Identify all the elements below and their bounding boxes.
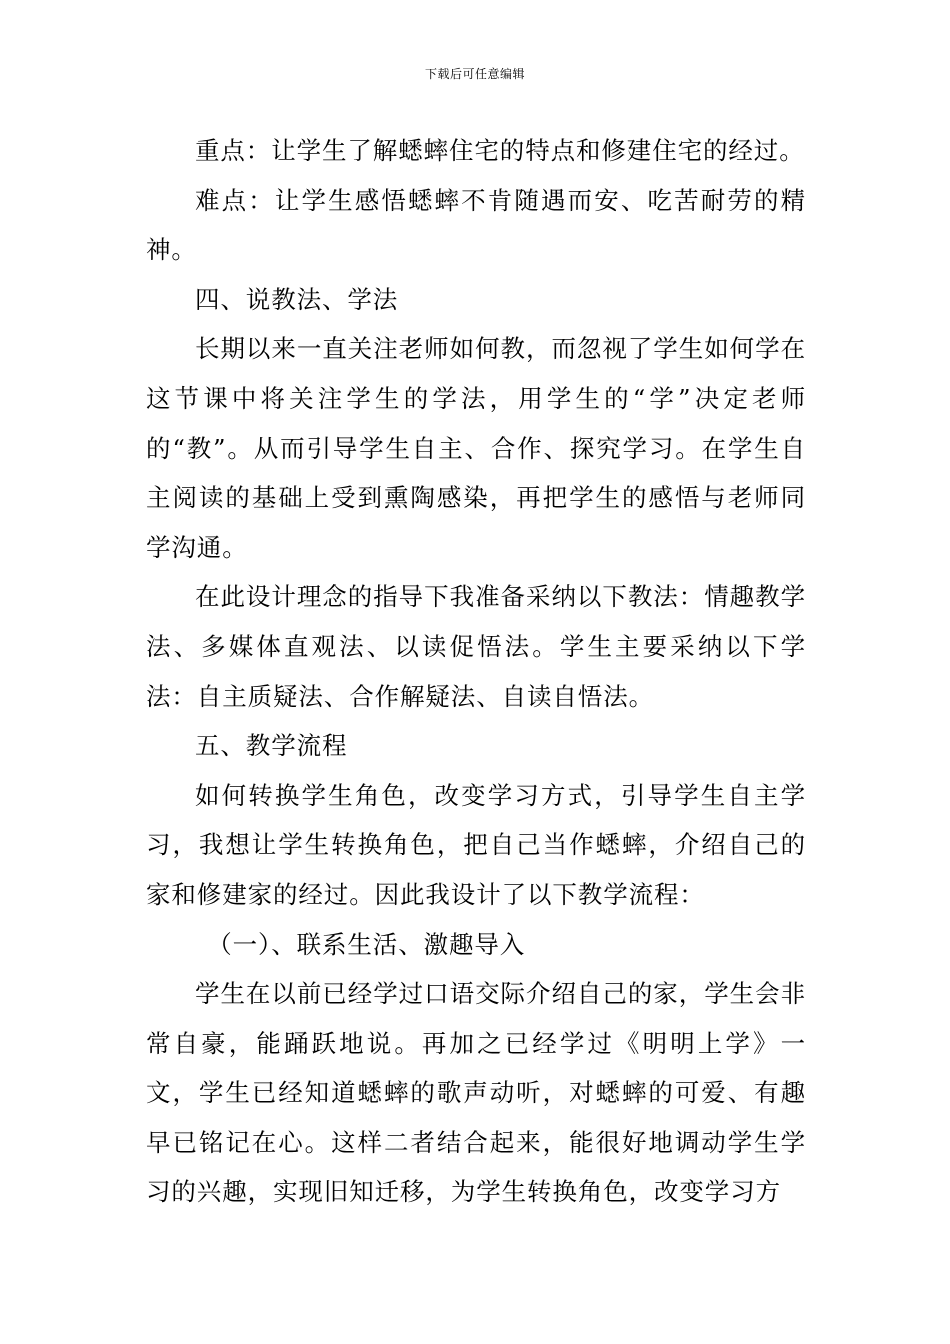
document-body — [146, 126, 806, 1217]
paragraph-difficult-point: 难点：让学生感悟蟋蟀不肯随遇而安、吃苦耐劳的精神。 — [146, 185, 806, 265]
section-heading-methods: 四、说教法、学法 — [195, 284, 399, 314]
section-heading-process: 五、教学流程 — [195, 731, 348, 761]
paragraph-methods-intro: 长期以来一直关注老师如何教，而忽视了学生如何学在这节课中将关注学生的学法，用学生的“学”决定老师的“教”。从而引导学生自主、合作、探究学习。在学生自主阅读的基础上受到熏陶感染，再把学生的感悟与老师同学沟通。 — [146, 334, 806, 562]
paragraph-key-point: 重点：让学生了解蟋蟀住宅的特点和修建住宅的经过。 — [195, 136, 805, 165]
paragraph-process-intro: 如何转换学生角色，改变学习方式，引导学生自主学习，我想让学生转换角色，把自己当作蟋蟀，介绍自己的家和修建家的经过。因此我设计了以下教学流程： — [146, 780, 806, 909]
paragraph-methods-list: 在此设计理念的指导下我准备采纳以下教法：情趣教学法、多媒体直观法、以读促悟法。学生主要采纳以下学法：自主质疑法、合作解疑法、自读自悟法。 — [146, 582, 806, 711]
paragraph-intro-detail: 学生在以前已经学过口语交际介绍自己的家，学生会非常自豪，能踊跃地说。再加之已经学过《明明上学》一文，学生已经知道蟋蟀的歌声动听，对蟋蟀的可爱、有趣早已铭记在心。这样二者结合起来，能很好地调动学生学习的兴趣，实现旧知迁移，为学生转换角色，改变学习方 — [146, 979, 806, 1207]
subsection-heading-intro: （一）、联系生活、激趣导入 — [207, 929, 526, 959]
page-header: 下载后可任意编辑 — [424, 67, 525, 81]
